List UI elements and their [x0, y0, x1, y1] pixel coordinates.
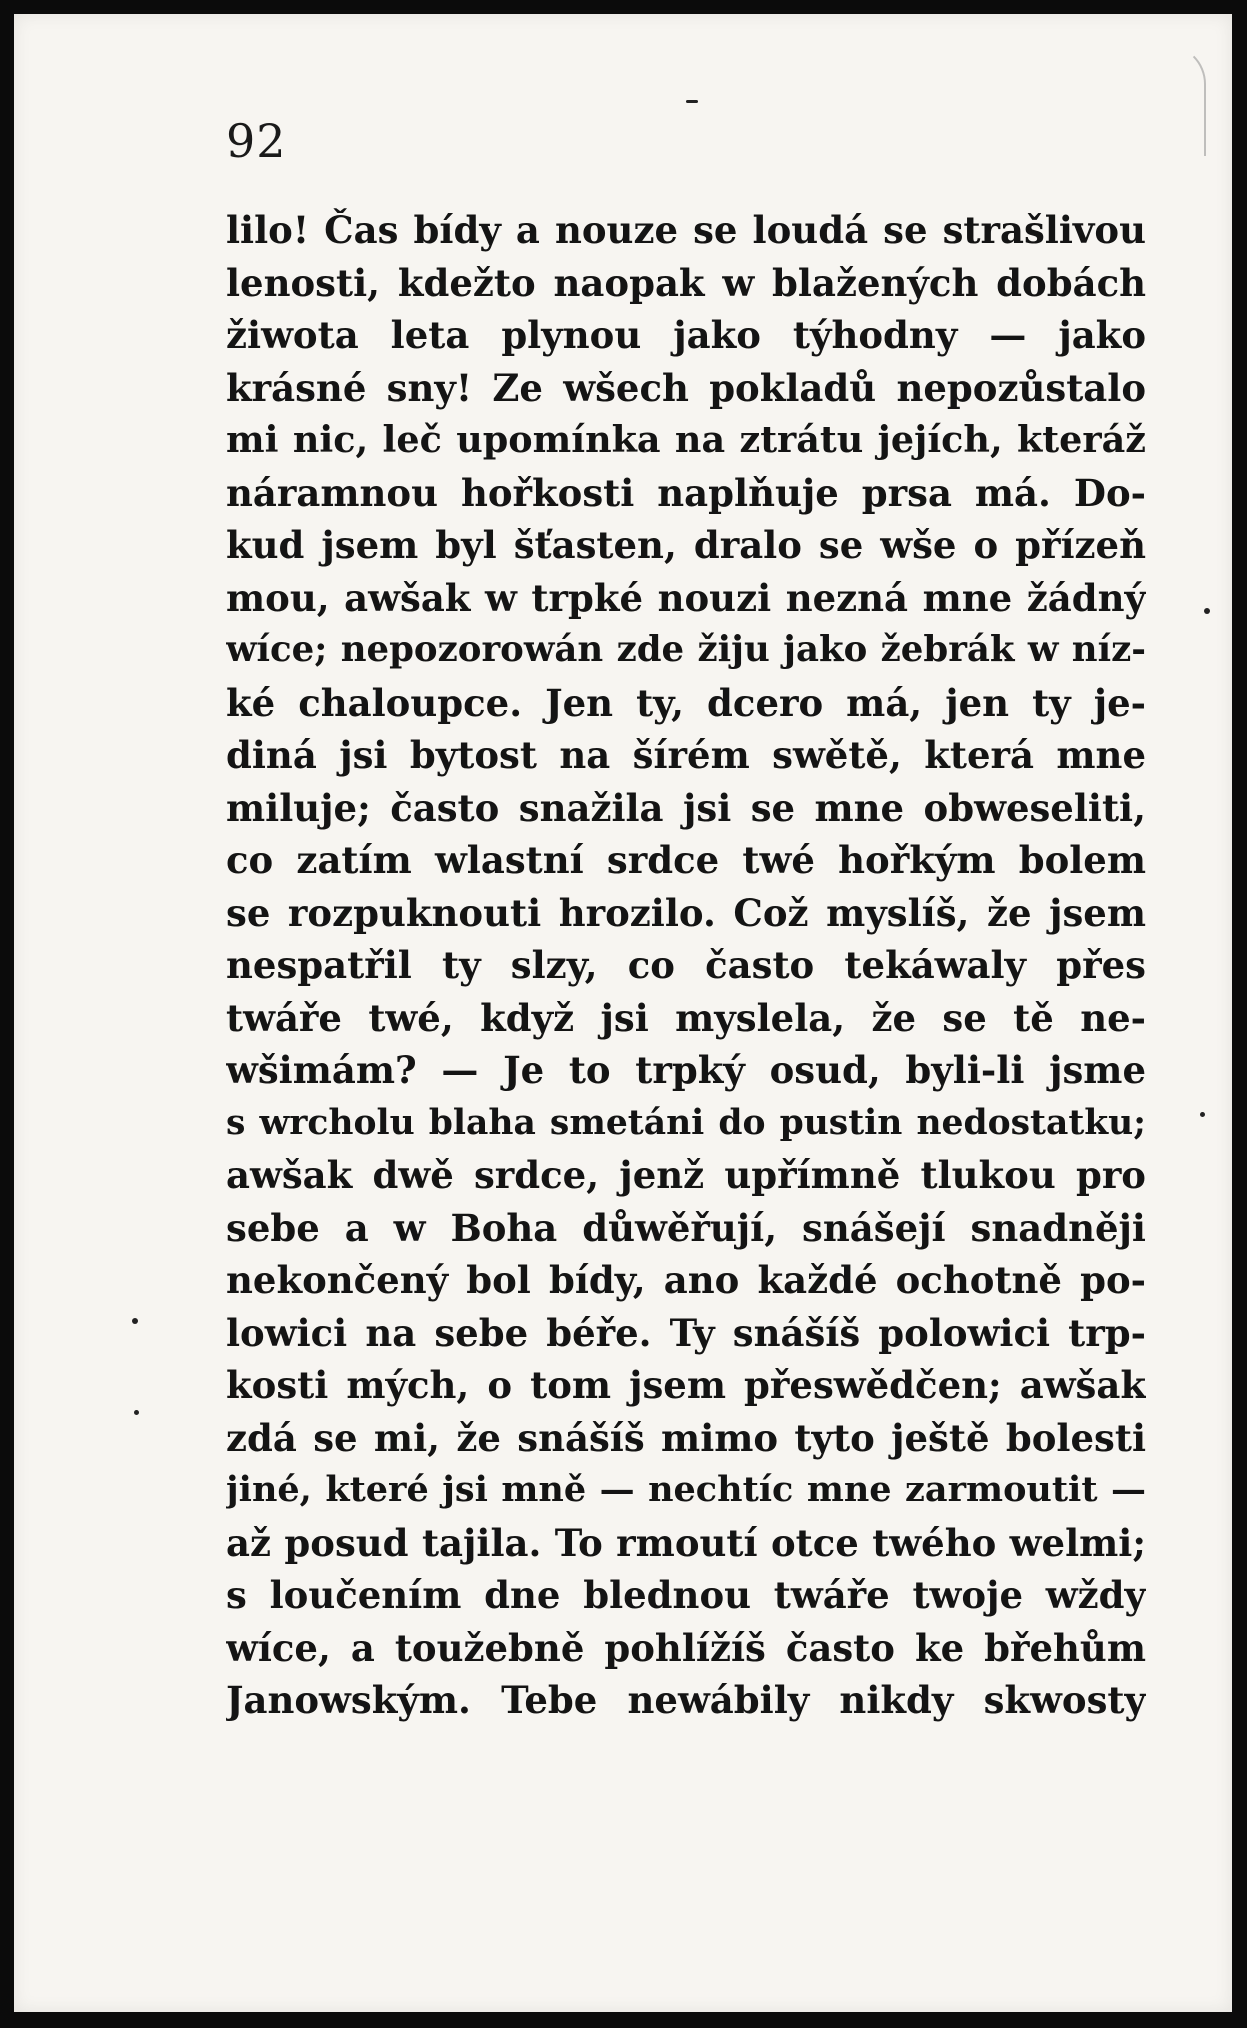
- text-line: ké chaloupce. Jen ty, dcero má, jen ty je-: [226, 680, 1146, 725]
- book-page: [14, 14, 1232, 2012]
- text-line: krásné sny! Ze wšech pokladů nepozůstalo: [226, 365, 1146, 410]
- text-line: lenosti, kdežto naopak w blažených dobách: [226, 260, 1146, 305]
- text-line: až posud tajila. To rmoutí otce twého welmi;: [226, 1520, 1146, 1565]
- text-line: sebe a w Boha důwěřují, snášejí snadněji: [226, 1205, 1146, 1250]
- text-line: nespatřil ty slzy, co často tekáwaly přes: [226, 943, 1146, 987]
- text-line: awšak dwě srdce, jenž upřímně tlukou pro: [226, 1153, 1146, 1197]
- text-line: kosti mých, o tom jsem přeswědčen; awšak: [226, 1363, 1146, 1407]
- text-line: se rozpuknouti hrozilo. Což myslíš, že jsem: [226, 890, 1146, 935]
- text-line: s loučením dne blednou twáře twoje wždy: [226, 1573, 1146, 1617]
- text-line: wšimám? — Je to trpký osud, byli-li jsme: [226, 1048, 1146, 1092]
- print-speck: [686, 100, 698, 103]
- text-line: co zatím wlastní srdce twé hořkým bolem: [226, 838, 1146, 882]
- text-line: lowici na sebe béře. Ty snášíš polowici trp-: [226, 1310, 1146, 1355]
- text-line: jiné, které jsi mně — nechtíc mne zarmoutit —: [226, 1469, 1146, 1510]
- text-line: lilo! Čas bídy a nouze se loudá se strašlivou: [226, 208, 1146, 252]
- page-number: 92: [226, 114, 287, 168]
- text-line: kud jsem byl šťasten, dralo se wše o přízeň: [226, 523, 1146, 567]
- text-line: nekončený bol bídy, ano každé ochotně po-: [226, 1258, 1146, 1302]
- text-line: mi nic, leč upomínka na ztrátu jejích, kteráž: [226, 418, 1146, 461]
- text-line: wíce, a toužebně pohlížíš často ke břehům: [226, 1625, 1146, 1670]
- text-line: s wrcholu blaha smetáni do pustin nedostatku;: [226, 1102, 1146, 1143]
- text-line: mou, awšak w trpké nouzi nezná mne žádný: [226, 575, 1146, 620]
- text-line: zdá se mi, že snášíš mimo tyto ještě bolesti: [226, 1415, 1146, 1460]
- print-speck: [1204, 608, 1210, 614]
- page-edge-mark: [1160, 44, 1206, 156]
- text-line: náramnou hořkosti naplňuje prsa má. Do-: [226, 470, 1146, 515]
- text-line: wíce; nepozorowán zde žiju jako žebrák w níz-: [226, 629, 1146, 670]
- text-line: diná jsi bytost na šírém swětě, která mne: [226, 733, 1146, 777]
- print-speck: [132, 1318, 138, 1324]
- text-line: Janowským. Tebe newábily nikdy skwosty: [226, 1678, 1146, 1722]
- body-text: [226, 204, 1146, 1727]
- text-line: miluje; často snažila jsi se mne obweseliti,: [226, 785, 1146, 830]
- print-speck: [134, 1410, 139, 1415]
- text-line: žiwota leta plynou jako týhodny — jako: [226, 313, 1146, 357]
- print-speck: [1200, 1112, 1205, 1117]
- text-line: twáře twé, když jsi myslela, že se tě ne-: [226, 995, 1146, 1040]
